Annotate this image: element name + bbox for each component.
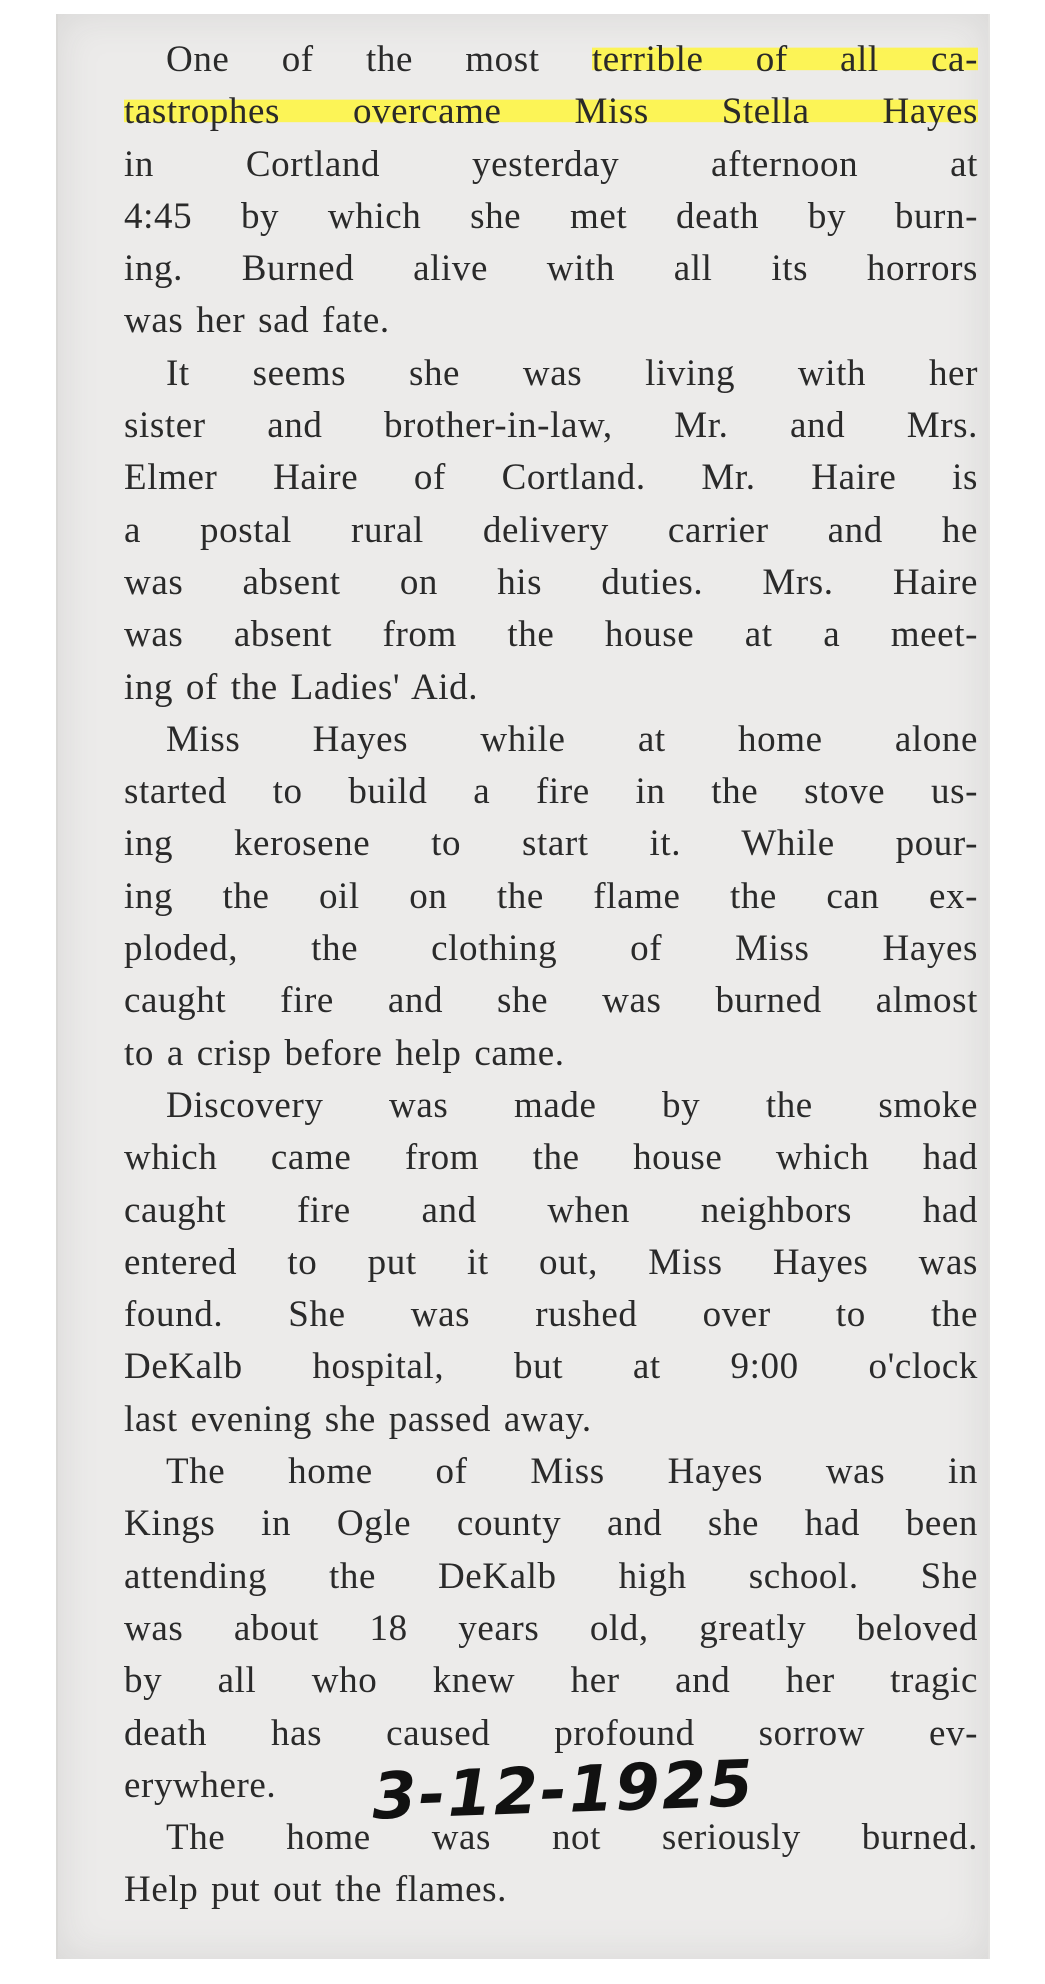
text-line: which came from the house which had (124, 1137, 978, 1179)
text-line: attending the DeKalb high school. She (124, 1555, 978, 1597)
text-line: erywhere. (124, 1764, 277, 1806)
text-line: death has caused profound sorrow ev- (124, 1712, 978, 1754)
text-line: The home of Miss Hayes was in (166, 1451, 978, 1493)
text-line: Miss Hayes while at home alone (166, 718, 978, 760)
text-line: last evening she passed away. (124, 1398, 592, 1440)
highlighted-text: tastrophes overcame Miss Stella Hayes (124, 91, 978, 133)
text-line: ploded, the clothing of Miss Hayes (124, 928, 978, 970)
text-line: The home was not seriously burned. (166, 1817, 978, 1859)
text-line: was absent from the house at a meet- (124, 614, 978, 656)
text-line: entered to put it out, Miss Hayes was (124, 1241, 978, 1283)
text-line: Discovery was made by the smoke (166, 1084, 978, 1126)
text-line: by all who knew her and her tragic (124, 1660, 978, 1702)
text-line: ing the oil on the flame the can ex- (124, 875, 978, 917)
text-line: ing kerosene to start it. While pour- (124, 823, 978, 865)
article-body (78, 34, 978, 1917)
paragraph-2 (78, 348, 978, 714)
text-line: a postal rural delivery carrier and he (124, 509, 978, 551)
text-line: in Cortland yesterday afternoon at (124, 143, 978, 185)
highlighted-text: terrible of all ca- (591, 39, 978, 80)
text-line: Help put out the flames. (124, 1869, 507, 1911)
text-line: caught fire and when neighbors had (124, 1189, 978, 1231)
text-line: started to build a fire in the stove us- (124, 771, 978, 813)
text-line: Kings in Ogle county and she had been (124, 1503, 978, 1545)
text-line: ing of the Ladies' Aid. (124, 666, 479, 708)
text-line: caught fire and she was burned almost (124, 980, 978, 1022)
text-line: DeKalb hospital, but at 9:00 o'clock (124, 1346, 978, 1388)
paragraph-4 (78, 1080, 978, 1446)
text-line: was her sad fate. (124, 300, 390, 342)
handwritten-date: 3-12-1925 (370, 1747, 757, 1835)
text-line: It seems she was living with her (166, 352, 978, 394)
text-line: to a crisp before help came. (124, 1032, 565, 1074)
paragraph-3 (78, 714, 978, 1080)
text-line: sister and brother-in-law, Mr. and Mrs. (124, 405, 978, 447)
text-line: was about 18 years old, greatly beloved (124, 1607, 978, 1649)
text-line: ing. Burned alive with all its horrors (124, 248, 978, 290)
text-line (78, 86, 978, 138)
text-line: Elmer Haire of Cortland. Mr. Haire is (124, 457, 978, 499)
text-line: was absent on his duties. Mrs. Haire (124, 561, 978, 603)
text-line (78, 34, 978, 86)
text-line: found. She was rushed over to the (124, 1294, 978, 1336)
paragraph-1 (78, 34, 978, 348)
text-line: 4:45 by which she met death by burn- (124, 195, 978, 237)
text-line-start: One of the most (166, 39, 592, 80)
